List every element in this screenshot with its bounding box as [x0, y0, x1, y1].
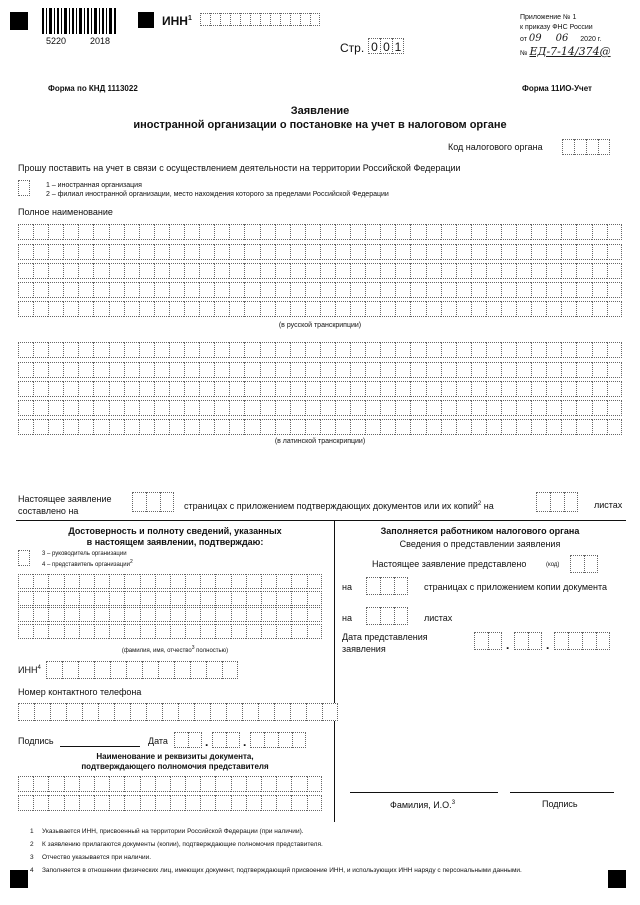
- right-sheets-label: листах: [424, 613, 453, 623]
- page-digit-3: 1: [392, 38, 404, 54]
- footnote-number: 2: [30, 841, 34, 848]
- footnote-text: Заполняется в отношении физических лиц, имеющих документ, подтверждающий присвоение ИНН, и использующих ИНН наряду с персональными данными.: [42, 867, 522, 874]
- signature-line[interactable]: [60, 746, 140, 747]
- request-text: Прошу поставить на учет в связи с осуществлением деятельности на территории Российской Федерации: [18, 163, 461, 173]
- doc-label-1: Наименование и реквизиты документа,: [96, 752, 254, 761]
- footnote-4: [30, 867, 620, 880]
- submission-year-cells[interactable]: [554, 632, 610, 650]
- right-heading: Заполняется работником налогового органа: [380, 526, 580, 536]
- corner-marker-top-left: [10, 12, 28, 30]
- pages-count-cells[interactable]: [132, 492, 174, 512]
- barcode: [42, 8, 118, 34]
- date-dot-1: .: [205, 735, 209, 749]
- na-label-2: на: [342, 613, 352, 623]
- signer-type-cell[interactable]: [18, 550, 30, 566]
- full-name-label: Полное наименование: [18, 207, 113, 217]
- submission-date-label-1: Дата представления: [342, 632, 428, 642]
- russian-name-row[interactable]: [18, 282, 622, 298]
- section-top-line: [16, 520, 626, 521]
- option-1: 1 – иностранная организация: [46, 182, 142, 189]
- fio-row[interactable]: [18, 574, 322, 589]
- officer-signature-line[interactable]: [510, 792, 614, 793]
- date-year-cells[interactable]: [250, 732, 306, 748]
- officer-signature-label: Подпись: [542, 799, 578, 809]
- footnotes: [30, 828, 620, 880]
- officer-fio-label: Фамилия, И.О.$^3$: [390, 800, 456, 810]
- footnote-3: [30, 854, 620, 867]
- option-4: 4 – представитель организации$^2$: [42, 559, 133, 568]
- right-pages-copy: страницах с приложением копии документа: [424, 582, 608, 592]
- submission-dot-2: .: [546, 638, 550, 652]
- phone-cells[interactable]: [18, 703, 338, 721]
- page-digit-1: 0: [368, 38, 380, 54]
- latin-name-row[interactable]: [18, 381, 622, 397]
- title-line-1: Заявление: [290, 105, 350, 117]
- fio-row[interactable]: [18, 591, 322, 606]
- footnote-text: К заявлению прилагаются документы (копии), подтверждающие полномочия представителя.: [42, 841, 323, 848]
- doc-row[interactable]: [18, 795, 322, 811]
- footnote-2: [30, 841, 620, 854]
- latin-caption: (в латинской транскрипции): [274, 438, 366, 445]
- form-code: Форма 11ИО-Учет: [522, 84, 592, 93]
- submission-month-cells[interactable]: [514, 632, 542, 650]
- latin-name-row[interactable]: [18, 342, 622, 358]
- russian-name-row[interactable]: [18, 244, 622, 260]
- submission-dot-1: .: [506, 638, 510, 652]
- russian-name-row[interactable]: [18, 224, 622, 240]
- corner-marker-bottom-left: [10, 870, 28, 888]
- composed-line-2: составлено на: [18, 506, 79, 516]
- date-day-cells[interactable]: [174, 732, 202, 748]
- footnote-text: Отчество указывается при наличии.: [42, 854, 152, 861]
- page-cells[interactable]: [368, 38, 404, 54]
- fio-row[interactable]: [18, 607, 322, 622]
- option-3: 3 – руководитель организации: [42, 551, 127, 557]
- latin-name-row[interactable]: [18, 362, 622, 378]
- left-heading-2: в настоящем заявлении, подтверждаю:: [86, 537, 264, 547]
- form-knd: Форма по КНД 1113022: [48, 84, 138, 93]
- footnote-number: 1: [30, 828, 34, 835]
- russian-name-row[interactable]: [18, 263, 622, 279]
- submitted-code-cells[interactable]: [570, 555, 598, 573]
- doc-label-2: подтверждающего полномочия представителя: [81, 762, 269, 771]
- right-pages-cells[interactable]: [366, 577, 408, 595]
- inn-label-left: ИНН$^4$: [18, 665, 41, 675]
- page-digit-2: 0: [380, 38, 392, 54]
- footnote-text: Указывается ИНН, присвоенный на территории Российской Федерации (при наличии).: [42, 828, 304, 835]
- russian-caption: (в русской транскрипции): [278, 322, 362, 329]
- inn-header-cells[interactable]: [200, 13, 320, 26]
- latin-name-row[interactable]: [18, 400, 622, 416]
- date-label: Дата: [148, 736, 168, 746]
- page-label: Стр.: [340, 41, 365, 55]
- appendix-line-1: Приложение № 1: [520, 14, 577, 21]
- date-month-cells[interactable]: [212, 732, 240, 748]
- left-heading-1: Достоверность и полноту сведений, указанных: [68, 526, 282, 536]
- inn-cells-left[interactable]: [46, 661, 238, 679]
- title-line-2: иностранной организации о постановке на учет в налоговом органе: [133, 119, 507, 131]
- appendix-date: от 09 06 2020 г.: [520, 33, 602, 44]
- option-2: 2 – филиал иностранной организации, место нахождения которого за пределами Российской Федерации: [46, 191, 389, 198]
- section-divider: [334, 520, 335, 822]
- footnote-number: 4: [30, 867, 34, 874]
- footnote-1: [30, 828, 620, 841]
- marker-square: [138, 12, 154, 28]
- right-sheets-cells[interactable]: [366, 607, 408, 625]
- right-sub: Сведения о представлении заявления: [399, 539, 561, 549]
- barcode-number-right: 2018: [90, 36, 111, 46]
- date-dot-2: .: [243, 735, 247, 749]
- russian-name-row[interactable]: [18, 301, 622, 317]
- submitted-label: Настоящее заявление представлено: [372, 559, 527, 569]
- doc-row[interactable]: [18, 776, 322, 792]
- tax-code-cells[interactable]: [562, 139, 610, 155]
- sheets-label: листах: [594, 500, 623, 510]
- footnote-number: 3: [30, 854, 34, 861]
- appendix-number: № ЕД-7-14/374@: [520, 45, 611, 58]
- submission-day-cells[interactable]: [474, 632, 502, 650]
- barcode-number-left: 5220: [46, 36, 67, 46]
- pages-text: страницах с приложением подтверждающих документов или их копий$^2$ на: [184, 501, 494, 511]
- submitted-code-label: (код): [546, 562, 560, 568]
- inn-label: ИНН$^1$: [162, 14, 192, 28]
- tax-code-label: Код налогового органа: [448, 142, 543, 152]
- appendix-line-2: к приказу ФНС России: [520, 24, 593, 31]
- latin-name-row[interactable]: [18, 419, 622, 435]
- na-label-1: на: [342, 582, 352, 592]
- sheets-count-cells[interactable]: [536, 492, 578, 512]
- composed-line-1: Настоящее заявление: [18, 494, 112, 504]
- officer-name-line[interactable]: [350, 792, 498, 793]
- submission-date-label-2: заявления: [342, 644, 386, 654]
- fio-row[interactable]: [18, 624, 322, 639]
- org-type-cell[interactable]: [18, 180, 30, 196]
- sign-label: Подпись: [18, 736, 54, 746]
- phone-label: Номер контактного телефона: [18, 687, 142, 697]
- fio-caption: (фамилия, имя, отчество$^3$ полностью): [121, 645, 229, 654]
